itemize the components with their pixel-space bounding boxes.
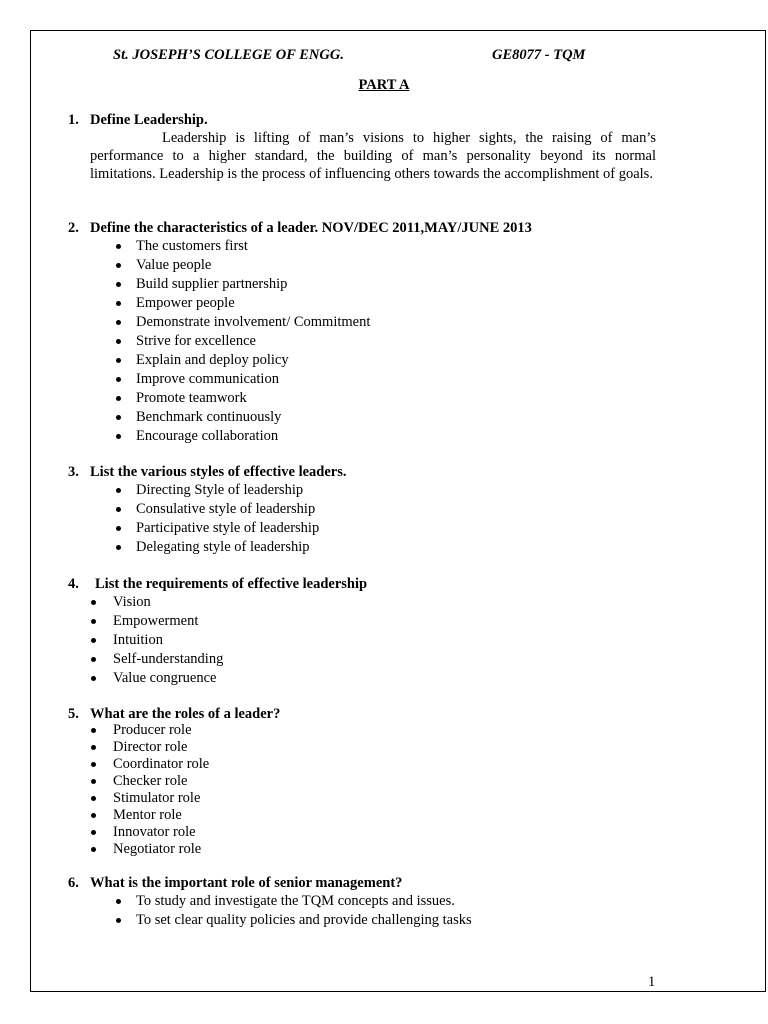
bullet-icon	[116, 488, 121, 493]
list-item: Strive for excellence	[0, 332, 370, 351]
list-item: To study and investigate the TQM concepts and issues.	[0, 892, 472, 911]
list-item: Stimulator role	[0, 790, 209, 807]
course-code: GE8077 - TQM	[492, 47, 586, 63]
bullet-icon	[91, 847, 96, 852]
list-item: Value congruence	[0, 669, 223, 688]
question-title: List the requirements of effective leadership	[95, 576, 368, 592]
bullet-icon	[116, 396, 121, 401]
question-2-list	[0, 237, 370, 446]
list-item: Participative style of leadership	[0, 519, 319, 538]
question-number: 1.	[68, 112, 79, 128]
question-number: 6.	[68, 875, 79, 891]
question-number: 4.	[68, 576, 79, 592]
bullet-icon	[116, 918, 121, 923]
bullet-icon	[116, 545, 121, 550]
bullet-icon	[116, 377, 121, 382]
list-item: Self-understanding	[0, 650, 223, 669]
question-title: Define the characteristics of a leader. NOV/DEC 2011,MAY/JUNE 2013	[90, 220, 532, 236]
list-item: Vision	[0, 593, 223, 612]
page-header	[0, 47, 768, 65]
list-item: The customers first	[0, 237, 370, 256]
bullet-icon	[116, 526, 121, 531]
bullet-icon	[91, 796, 96, 801]
list-item: Value people	[0, 256, 370, 275]
list-item: Promote teamwork	[0, 389, 370, 408]
list-item: Encourage collaboration	[0, 427, 370, 446]
list-item: Delegating style of leadership	[0, 538, 319, 557]
question-number: 2.	[68, 220, 79, 236]
answer-text: Leadership is lifting of man’s visions to higher sights, the raising of man’s performance to a higher standard, the building of man’s personality beyond its normal limitations. Leadership is the process of influencing others towards the accomplishment of goals.	[90, 130, 656, 182]
list-item: Coordinator role	[0, 756, 209, 773]
page-number: 1	[648, 974, 656, 990]
list-item: To set clear quality policies and provide challenging tasks	[0, 911, 472, 930]
question-3-list	[0, 481, 319, 557]
college-name: St. JOSEPH’S COLLEGE OF ENGG.	[113, 47, 344, 63]
question-6-list	[0, 892, 472, 930]
bullet-icon	[116, 899, 121, 904]
bullet-icon	[91, 745, 96, 750]
list-item: Negotiator role	[0, 841, 209, 858]
bullet-icon	[116, 282, 121, 287]
bullet-icon	[116, 244, 121, 249]
list-item: Explain and deploy policy	[0, 351, 370, 370]
list-item: Mentor role	[0, 807, 209, 824]
list-item: Improve communication	[0, 370, 370, 389]
question-title: What are the roles of a leader?	[90, 706, 281, 722]
bullet-icon	[91, 657, 96, 662]
question-1-answer	[90, 129, 656, 183]
list-item: Build supplier partnership	[0, 275, 370, 294]
list-item: Directing Style of leadership	[0, 481, 319, 500]
list-item: Checker role	[0, 773, 209, 790]
question-number: 5.	[68, 706, 79, 722]
bullet-icon	[116, 507, 121, 512]
bullet-icon	[91, 762, 96, 767]
question-5-list	[0, 722, 209, 858]
list-item: Empower people	[0, 294, 370, 313]
bullet-icon	[116, 339, 121, 344]
list-item: Director role	[0, 739, 209, 756]
bullet-icon	[91, 830, 96, 835]
list-item: Empowerment	[0, 612, 223, 631]
bullet-icon	[91, 813, 96, 818]
bullet-icon	[116, 263, 121, 268]
question-4-list	[0, 593, 223, 688]
list-item: Producer role	[0, 722, 209, 739]
list-item: Demonstrate involvement/ Commitment	[0, 313, 370, 332]
question-title: Define Leadership.	[90, 112, 208, 128]
bullet-icon	[91, 638, 96, 643]
question-title: List the various styles of effective leaders.	[90, 464, 347, 480]
list-item: Consulative style of leadership	[0, 500, 319, 519]
part-title: PART A	[358, 77, 410, 93]
bullet-icon	[116, 358, 121, 363]
bullet-icon	[91, 619, 96, 624]
bullet-icon	[91, 676, 96, 681]
bullet-icon	[116, 415, 121, 420]
list-item: Innovator role	[0, 824, 209, 841]
question-title: What is the important role of senior management?	[90, 875, 403, 891]
bullet-icon	[91, 600, 96, 605]
bullet-icon	[116, 320, 121, 325]
list-item: Intuition	[0, 631, 223, 650]
bullet-icon	[91, 728, 96, 733]
bullet-icon	[116, 434, 121, 439]
bullet-icon	[91, 779, 96, 784]
list-item: Benchmark continuously	[0, 408, 370, 427]
bullet-icon	[116, 301, 121, 306]
question-number: 3.	[68, 464, 79, 480]
